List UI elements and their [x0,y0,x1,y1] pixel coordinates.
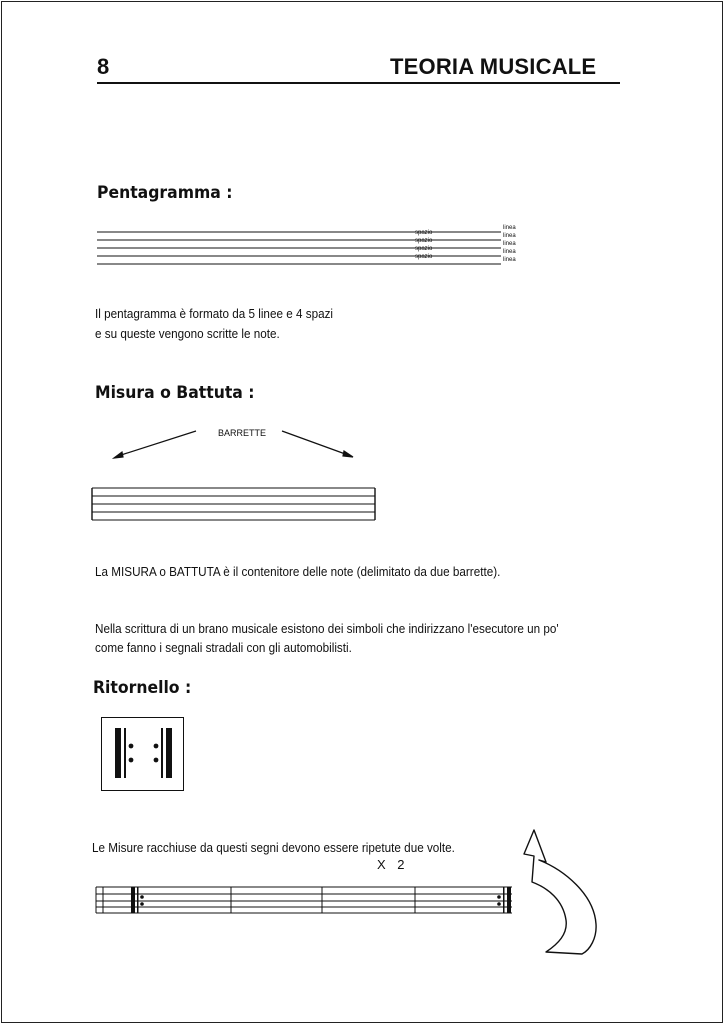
line-label: linea [503,241,516,247]
page-title: TEORIA MUSICALE [390,54,597,79]
space-label: spazio [415,238,433,244]
misura-intro-line1: Nella scrittura di un brano musicale esistono dei simboli che indirizzano l'esecutore un po' [95,621,559,636]
line-label: linea [503,233,516,239]
misura-definition: La MISURA o BATTUTA è il contenitore delle note (delimitato da due barrette). [95,564,501,579]
line-label: linea [503,257,516,263]
header-rule [97,82,620,84]
section-title-pentagramma: Pentagramma : [97,183,233,203]
barrette-arrows [110,425,360,465]
ritornello-caption: Le Misure racchiuse da questi segni devono essere ripetute due volte. [92,840,455,855]
space-label: spazio [415,246,433,252]
pentagramma-text-line2: e su queste vengono scritte le note. [95,326,280,341]
page-number: 8 [97,54,110,79]
measure-staff [90,485,380,523]
arrow-right-head [343,451,353,457]
repeat-signs-box [101,717,185,793]
line-label: linea [503,249,516,255]
line-label: linea [503,225,516,231]
space-label: spazio [415,230,433,236]
pentagramma-text-line1: Il pentagramma è formato da 5 linee e 4 spazi [95,306,334,321]
barrette-label: BARRETTE [218,428,267,438]
repeat-count: X 2 [377,857,409,872]
section-title-ritornello: Ritornello : [93,678,192,698]
staff-diagram [95,222,535,268]
space-label: spazio [415,254,433,260]
repeat-staff [94,884,514,916]
arrow-left-head [114,452,123,458]
misura-intro-line2: come fanno i segnali stradali con gli automobilisti. [95,640,352,655]
section-title-misura: Misura o Battuta : [95,383,255,403]
repeat-start-thick-bar [131,887,135,913]
curved-return-arrow-icon [508,826,608,960]
